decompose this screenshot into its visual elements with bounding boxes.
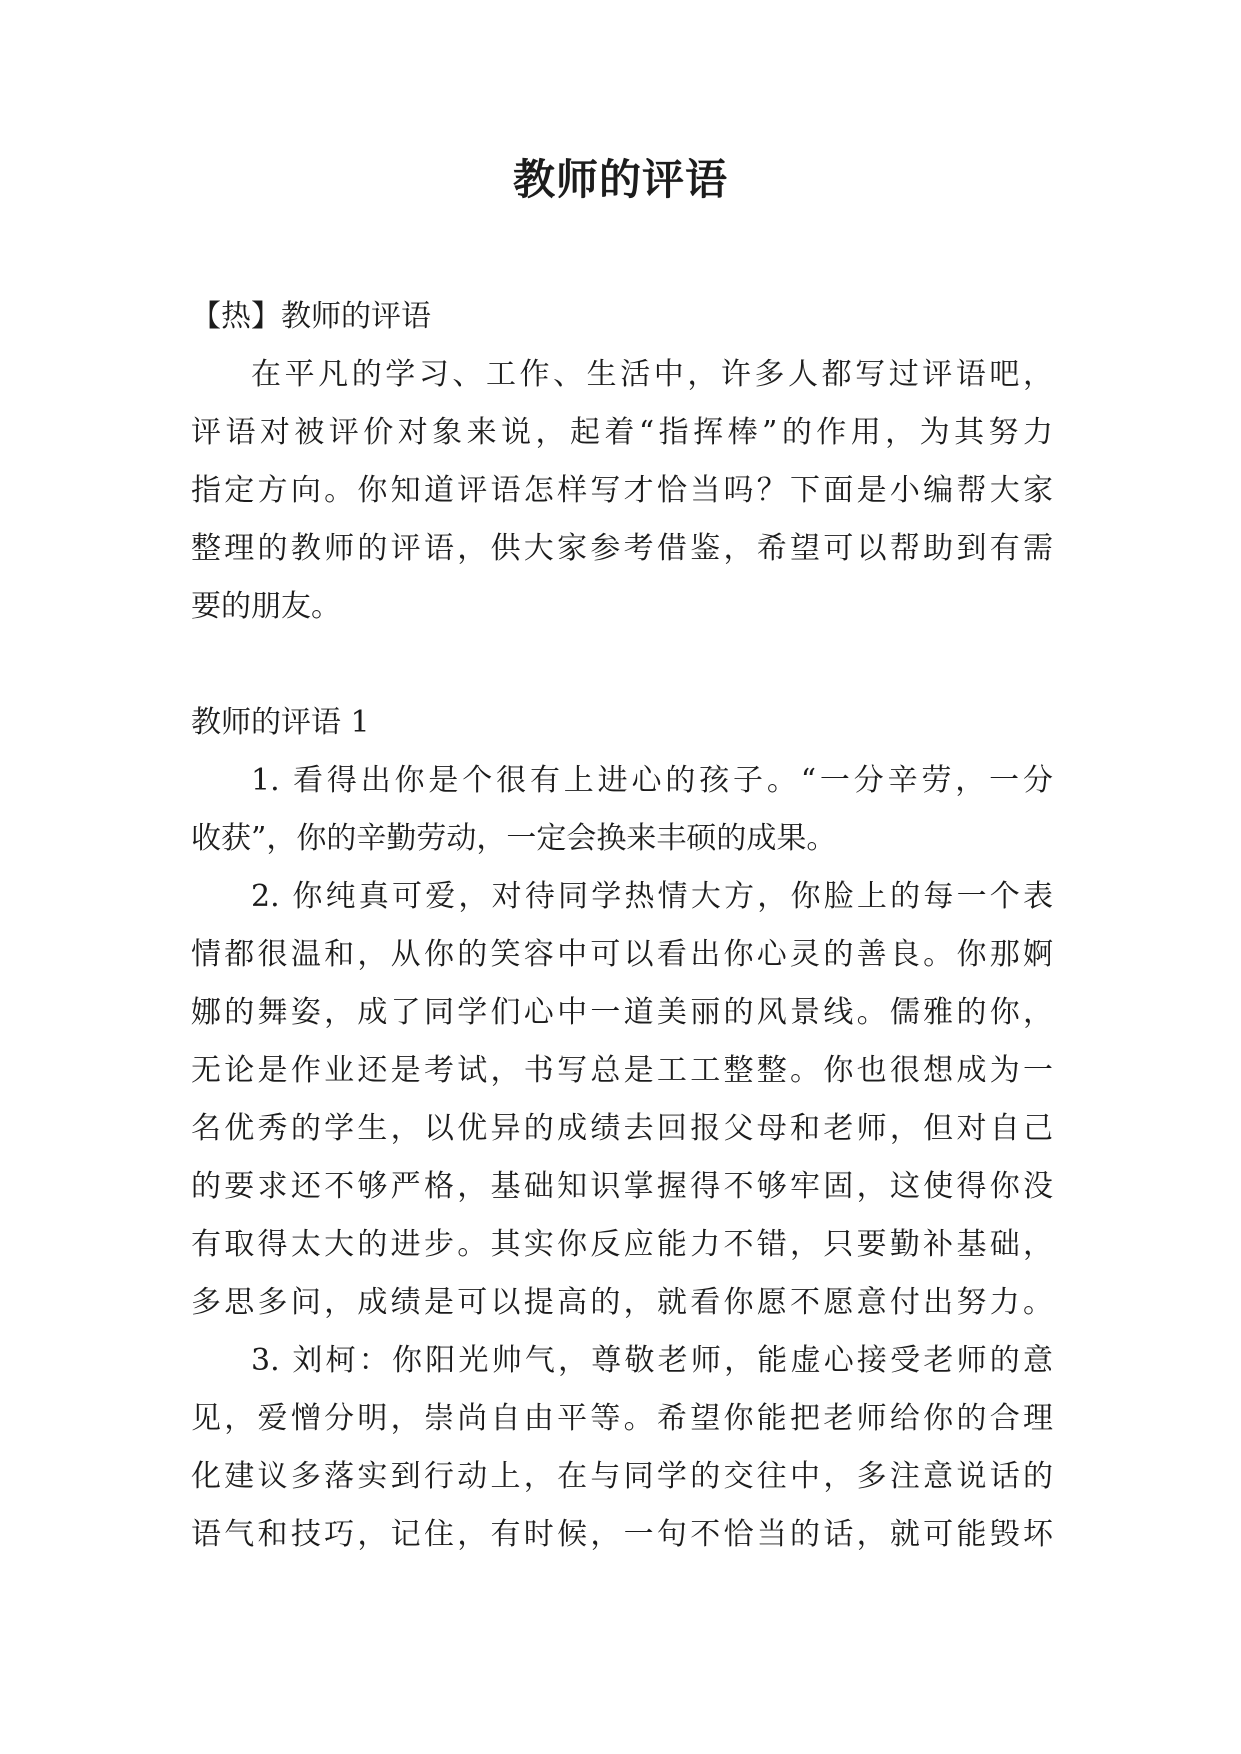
comment-3-line-2: 见，爱憎分明，崇尚自由平等。希望你能把老师给你的合理 [191, 1401, 1053, 1436]
comment-3-line-1: 3. 刘柯：你阳光帅气，尊敬老师，能虚心接受老师的意 [251, 1343, 1053, 1378]
comment-2-line-1: 2. 你纯真可爱，对待同学热情大方，你脸上的每一个表 [251, 879, 1053, 914]
comment-2-line-7: 有取得太大的进步。其实你反应能力不错，只要勤补基础， [191, 1227, 1053, 1262]
comment-1-line-2: 收获”，你的辛勤劳动，一定会换来丰硕的成果。 [191, 821, 837, 856]
comment-2-line-6: 的要求还不够严格，基础知识掌握得不够牢固，这使得你没 [191, 1169, 1053, 1204]
section-heading: 教师的评语 1 [191, 705, 370, 740]
comment-3-line-4: 语气和技巧，记住，有时候，一句不恰当的话，就可能毁坏 [191, 1517, 1053, 1552]
comment-2-line-3: 娜的舞姿，成了同学们心中一道美丽的风景线。儒雅的你， [191, 995, 1053, 1030]
comment-2-line-2: 情都很温和，从你的笑容中可以看出你心灵的善良。你那婀 [191, 937, 1053, 972]
subtitle-line: 【热】教师的评语 [191, 299, 431, 334]
document-body [191, 288, 1053, 1564]
intro-line-3: 指定方向。你知道评语怎样写才恰当吗？下面是小编帮大家 [191, 473, 1053, 508]
comment-2-line-8: 多思多问，成绩是可以提高的，就看你愿不愿意付出努力。 [191, 1285, 1053, 1320]
comment-1-line-1: 1. 看得出你是个很有上进心的孩子。“一分辛劳，一分 [251, 763, 1053, 798]
comment-3-line-3: 化建议多落实到行动上，在与同学的交往中，多注意说话的 [191, 1459, 1053, 1494]
comment-2-line-4: 无论是作业还是考试，书写总是工工整整。你也很想成为一 [191, 1053, 1053, 1088]
document-title: 教师的评语 [512, 155, 728, 204]
intro-line-1: 在平凡的学习、工作、生活中，许多人都写过评语吧， [251, 357, 1053, 392]
intro-line-2: 评语对被评价对象来说，起着“指挥棒”的作用，为其努力 [191, 415, 1053, 450]
intro-line-5: 要的朋友。 [191, 589, 341, 624]
intro-line-4: 整理的教师的评语，供大家参考借鉴，希望可以帮助到有需 [191, 531, 1053, 566]
paragraph-gap [191, 636, 1053, 694]
comment-2-line-5: 名优秀的学生，以优异的成绩去回报父母和老师，但对自己 [191, 1111, 1053, 1146]
